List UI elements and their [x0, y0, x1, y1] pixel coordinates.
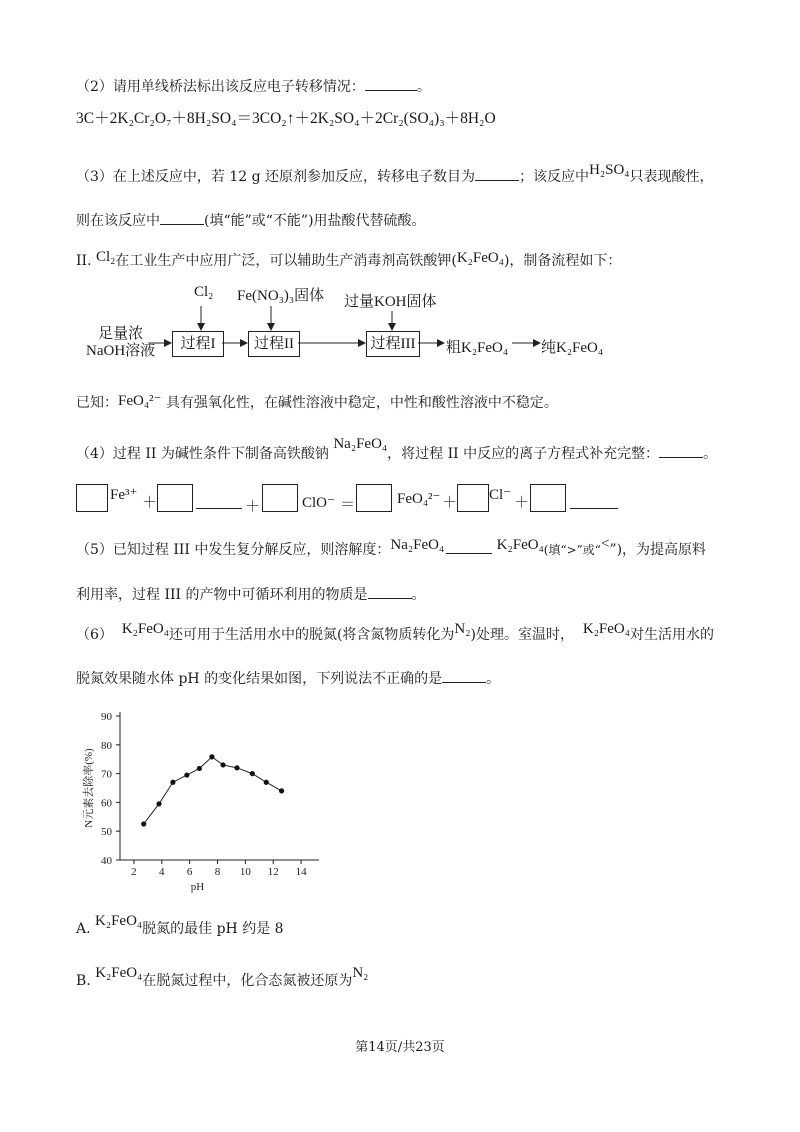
step-label: 过程III [370, 336, 416, 352]
species-blank-1[interactable] [196, 508, 242, 509]
na2feo4-formula: Na₂FeO₄ [390, 537, 445, 553]
option-letter: B. [76, 973, 91, 989]
input-cl2: Cl₂ [194, 284, 214, 300]
q6-line1 [76, 621, 714, 644]
start-material-line1: 足量浓 [98, 326, 144, 342]
data-point [156, 801, 161, 806]
coef-box-last[interactable] [530, 484, 566, 512]
data-point [170, 780, 175, 785]
data-point [141, 821, 146, 826]
equals-sign: ＝ [340, 497, 356, 513]
coef-box-fe3[interactable] [76, 484, 108, 512]
removal-rate-chart [70, 700, 330, 900]
known-text: 具有强氧化性，在碱性溶液中稳定，中性和酸性溶液中不稳定。 [165, 395, 558, 411]
period: 。 [411, 587, 426, 603]
input-koh: 过量KOH固体 [344, 294, 437, 310]
gas-arrow: ↑ [286, 110, 295, 127]
answer-blank[interactable] [368, 586, 412, 599]
step-label: 过程I [180, 336, 216, 352]
question-text: 在上述反应中，若 12 g 还原剂参加反应，转移电子数目为 [112, 169, 476, 185]
n2-formula: N₂ [454, 621, 471, 637]
q4-line [76, 436, 718, 463]
ferrate-ion: FeO₄²⁻ [397, 491, 441, 507]
part-text: )，制备流程如下： [503, 253, 622, 269]
question-text: 则在该反应中 [76, 213, 160, 229]
part-label: II. [76, 253, 92, 269]
question-text: 脱氮效果随水体 pH 的变化结果如图，下列说法不正确的是 [76, 671, 443, 687]
plus-sign: ＋ [245, 499, 261, 515]
question-text: 请用单线桥法标出该反应电子转移情况： [112, 79, 365, 95]
data-point [197, 766, 202, 771]
fe3-ion: Fe³⁺ [110, 487, 138, 503]
plus-sign: ＋ [442, 495, 458, 511]
data-point [220, 762, 225, 767]
species-blank-2[interactable] [570, 508, 618, 509]
plus-sign: ＋ [142, 495, 158, 511]
chloride-ion: Cl⁻ [489, 487, 512, 503]
x-tick-label: 6 [186, 866, 193, 878]
equation-lhs: 3C＋2K₂Cr₂O₇＋8H₂SO₄＝3CO₂ [76, 110, 287, 127]
question-text: 只表现酸性， [629, 169, 714, 185]
question-text: (填“>”或“ [543, 543, 601, 557]
question-number: （2） [76, 79, 113, 95]
known-line [76, 392, 558, 412]
series-line [144, 757, 282, 824]
y-tick-label: 60 [101, 797, 112, 810]
k2feo4-formula: K₂FeO₄ [95, 965, 143, 981]
cl2-formula: Cl₂ [95, 249, 116, 265]
option-b[interactable] [76, 965, 369, 990]
y-tick-label: 90 [101, 711, 112, 723]
period: 。 [486, 671, 501, 687]
coef-box-clo[interactable] [262, 484, 298, 512]
start-material-line2: NaOH溶液 [86, 343, 156, 359]
ferrate-ion: FeO₄²⁻ [118, 393, 162, 409]
known-label: 已知： [76, 395, 118, 411]
q5-line1 [76, 536, 707, 559]
na2feo4-formula: Na₂FeO₄ [333, 436, 388, 452]
x-tick-label: 14 [295, 866, 307, 878]
data-point [250, 771, 255, 776]
period: 。 [416, 79, 431, 95]
question-text: ；该反应中 [519, 169, 590, 185]
coef-box-cl[interactable] [457, 484, 489, 512]
coef-box-2[interactable] [157, 484, 193, 512]
y-tick-label: 50 [101, 826, 112, 839]
answer-blank[interactable] [442, 670, 486, 683]
k2feo4-formula: K₂FeO₄ [456, 250, 504, 266]
n2-formula: N₂ [352, 965, 369, 981]
option-letter: A. [76, 921, 91, 937]
flow-arrows [0, 0, 800, 400]
page-footer: 第14页/共23页 [355, 1040, 445, 1055]
option-a[interactable] [76, 913, 284, 938]
plus-sign: ＋ [514, 495, 530, 511]
k2feo4-formula: K₂FeO₄ [121, 621, 169, 637]
data-point [184, 772, 189, 777]
h2so4-formula: H₂SO₄ [589, 162, 630, 178]
period: 。 [703, 446, 718, 462]
input-fe-nitrate: Fe(NO₃)₃固体 [237, 288, 325, 304]
answer-blank[interactable] [659, 445, 703, 458]
question-text: 已知过程 III 中发生复分解反应，则溶解度： [112, 542, 391, 558]
question-number: （6） [76, 627, 113, 643]
y-axis-label: N元素去除率(%) [83, 748, 95, 828]
q6-line2 [76, 668, 500, 688]
option-text: 脱氮的最佳 pH 约是 8 [142, 921, 284, 937]
x-tick-label: 8 [214, 866, 221, 878]
x-tick-label: 10 [239, 866, 251, 878]
x-tick-label: 12 [267, 866, 279, 878]
question-number: （4） [76, 446, 113, 462]
question-text: 利用率，过程 III 的产物中可循环利用的物质是 [76, 587, 368, 603]
part-text: 在工业生产中应用广泛，可以辅助生产消毒剂高铁酸钾( [115, 253, 457, 269]
step-label: 过程II [254, 336, 294, 352]
answer-blank[interactable] [446, 541, 492, 554]
option-text: 在脱氮过程中，化合态氮被还原为 [142, 973, 353, 989]
question-text: (填“能”或“不能”)用盐酸代替硫酸。 [204, 213, 426, 229]
y-tick-label: 70 [101, 768, 112, 781]
k2feo4-formula: K₂FeO₄ [496, 537, 544, 553]
data-point [234, 765, 239, 770]
k2feo4-formula: K₂FeO₄ [95, 913, 143, 929]
data-point [279, 788, 284, 793]
q5-line2 [76, 584, 426, 604]
question-text: 过程 II 为碱性条件下制备高铁酸钠 [112, 446, 329, 462]
question-text: ”)，为提高原料 [609, 542, 707, 558]
question-text: 还可用于生活用水中的脱氮(将含氮物质转化为 [168, 627, 455, 643]
y-tick-label: 40 [101, 855, 112, 867]
pure-product: 纯K₂FeO₄ [541, 340, 604, 356]
question-number: （5） [76, 542, 113, 558]
x-tick-label: 4 [159, 866, 165, 878]
question-text: ，将过程 II 中反应的离子方程式补充完整： [387, 446, 660, 462]
x-axis-label: pH [190, 881, 205, 893]
question-text: 对生活用水的 [629, 627, 714, 643]
y-tick-label: 80 [101, 739, 112, 752]
question-number: （3） [76, 169, 113, 185]
question-text: )处理。室温时， [470, 627, 574, 643]
k2feo4-formula: K₂FeO₄ [582, 621, 630, 637]
data-point [264, 780, 269, 785]
hypochlorite-ion: ClO⁻ [302, 495, 335, 511]
crude-product: 粗K₂FeO₄ [446, 340, 509, 356]
data-point [209, 754, 214, 759]
less-than: < [600, 536, 610, 552]
equation-rhs: ＋2K₂SO₄＋2Cr₂(SO₄)₃＋8H₂O [294, 110, 496, 127]
x-tick-label: 2 [131, 866, 137, 878]
coef-box-feo4[interactable] [356, 484, 392, 512]
